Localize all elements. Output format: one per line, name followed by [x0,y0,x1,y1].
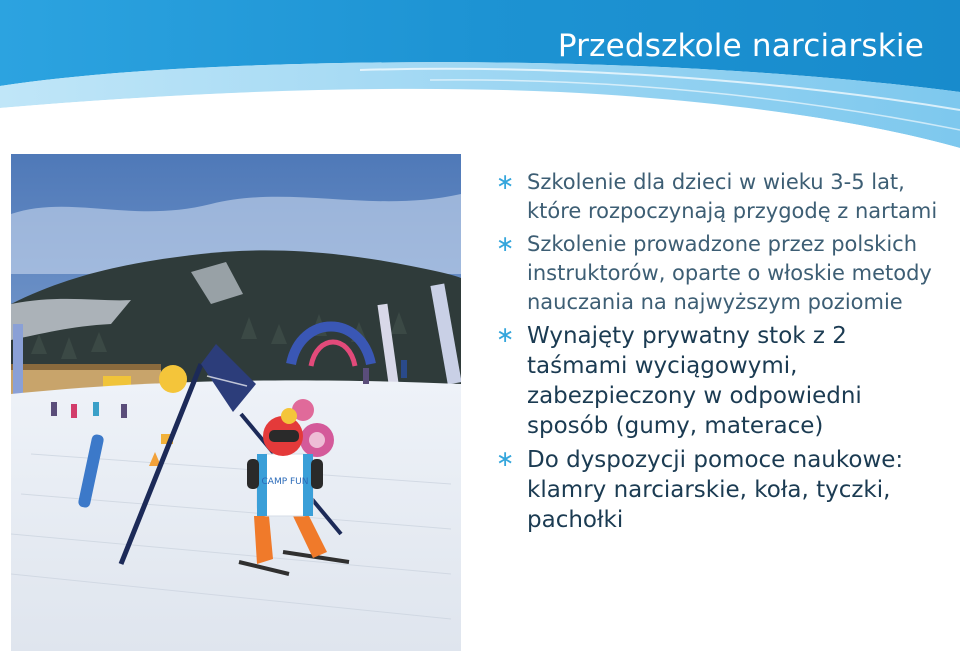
bullet-asterisk-icon: ∗ [496,170,515,195]
bullet-item-slope [496,321,946,441]
header-band [0,0,960,160]
bullet-asterisk-icon: ∗ [496,232,515,257]
bullet-asterisk-icon: ∗ [496,447,515,472]
bullet-item-instructors [496,230,946,317]
bullet-asterisk-icon: ∗ [496,323,515,348]
bullet-text: Wynajęty prywatny stok z 2 taśmami wyciągowymi, zabezpieczony w odpowiedni sposób (gumy, materace) [527,323,862,439]
bullet-text: Do dyspozycji pomoce naukowe: klamry narciarskie, koła, tyczki, pachołki [527,447,904,533]
bullet-item-equipment [496,445,946,535]
bib-text: CAMP FUN [261,477,309,487]
bullet-list [496,168,946,539]
header-wave-graphic [0,0,960,160]
bullet-text: Szkolenie dla dzieci w wieku 3-5 lat, które rozpoczynają przygodę z nartami [527,170,938,223]
photo-illustration [11,154,461,651]
slide-title: Przedszkole narciarskie [557,28,924,64]
ski-school-photo [11,154,461,651]
bullet-item-age [496,168,946,226]
bullet-text: Szkolenie prowadzone przez polskich instruktorów, oparte o włoskie metody nauczania na najwyższym poziomie [527,232,932,314]
